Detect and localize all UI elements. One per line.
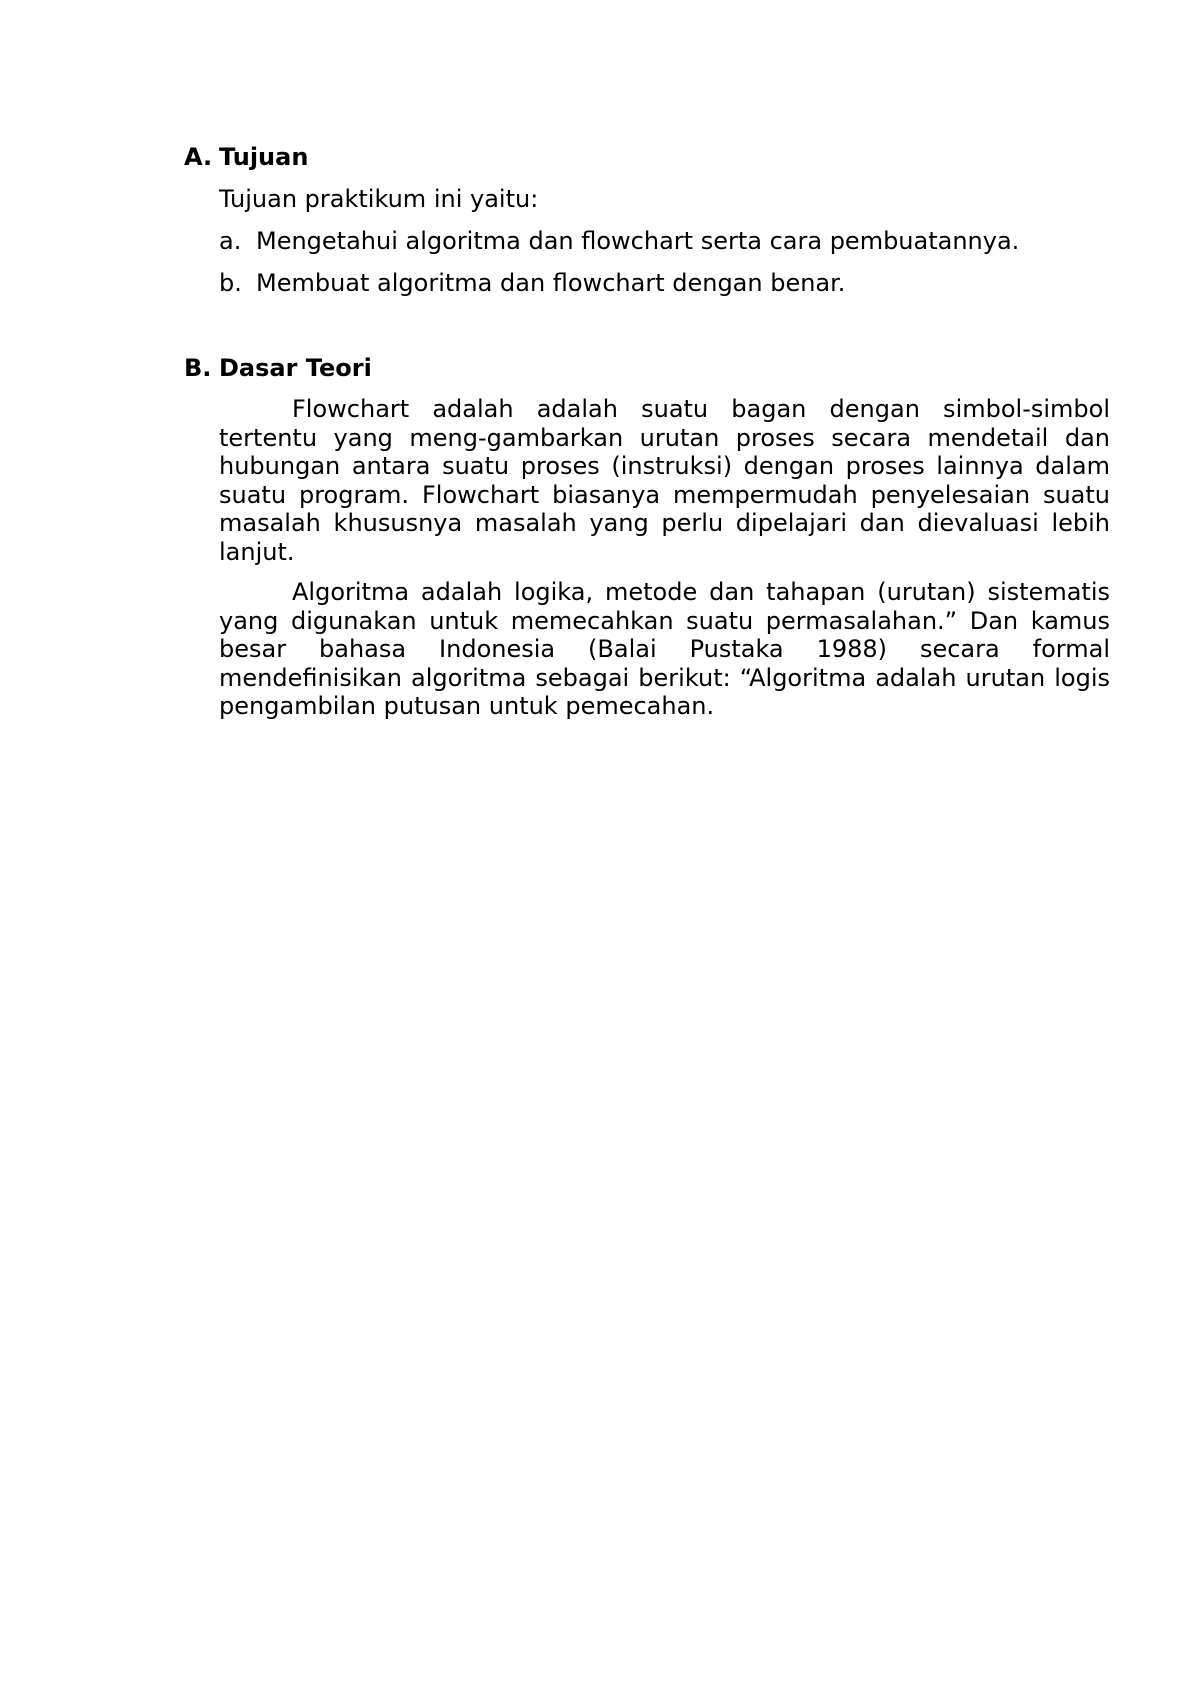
section-heading-dasar-teori xyxy=(184,353,1110,383)
section-tujuan xyxy=(184,142,1110,310)
objective-list xyxy=(219,226,1110,298)
list-marker: b. xyxy=(219,269,242,297)
list-item xyxy=(219,226,1110,256)
section-title: Tujuan xyxy=(219,143,309,171)
paragraph-algoritma: Algoritma adalah logika, metode dan tahapan (urutan) sistematis yang digunakan untuk memecahkan suatu permasalahan.” Dan kamus besar bahasa Indonesia (Balai Pustaka 1988) secara formal mendefinisikan algoritma sebagai berikut: “Algoritma adalah urutan logis pengambilan putusan untuk pemecahan. xyxy=(219,578,1110,720)
intro-text: Tujuan praktikum ini yaitu: xyxy=(219,185,539,213)
section-heading-tujuan xyxy=(184,142,1110,172)
paragraph-flowchart: Flowchart adalah adalah suatu bagan dengan simbol-simbol tertentu yang meng-gambarkan urutan proses secara mendetail dan hubungan antara suatu proses (instruksi) dengan proses lainnya dalam suatu program. Flowchart biasanya mempermudah penyelesaian suatu masalah khususnya masalah yang perlu dipelajari dan dievaluasi lebih lanjut. xyxy=(219,395,1110,566)
section-title: Dasar Teori xyxy=(219,354,372,382)
section-dasar-teori xyxy=(184,353,1110,721)
list-item-text: Mengetahui algoritma dan flowchart serta cara pembuatannya. xyxy=(256,227,1020,255)
list-marker: a. xyxy=(219,227,242,255)
section-letter: B. xyxy=(184,354,212,382)
list-item-text: Membuat algoritma dan flowchart dengan benar. xyxy=(256,269,846,297)
list-item xyxy=(219,268,1110,298)
section-letter: A. xyxy=(184,143,213,171)
